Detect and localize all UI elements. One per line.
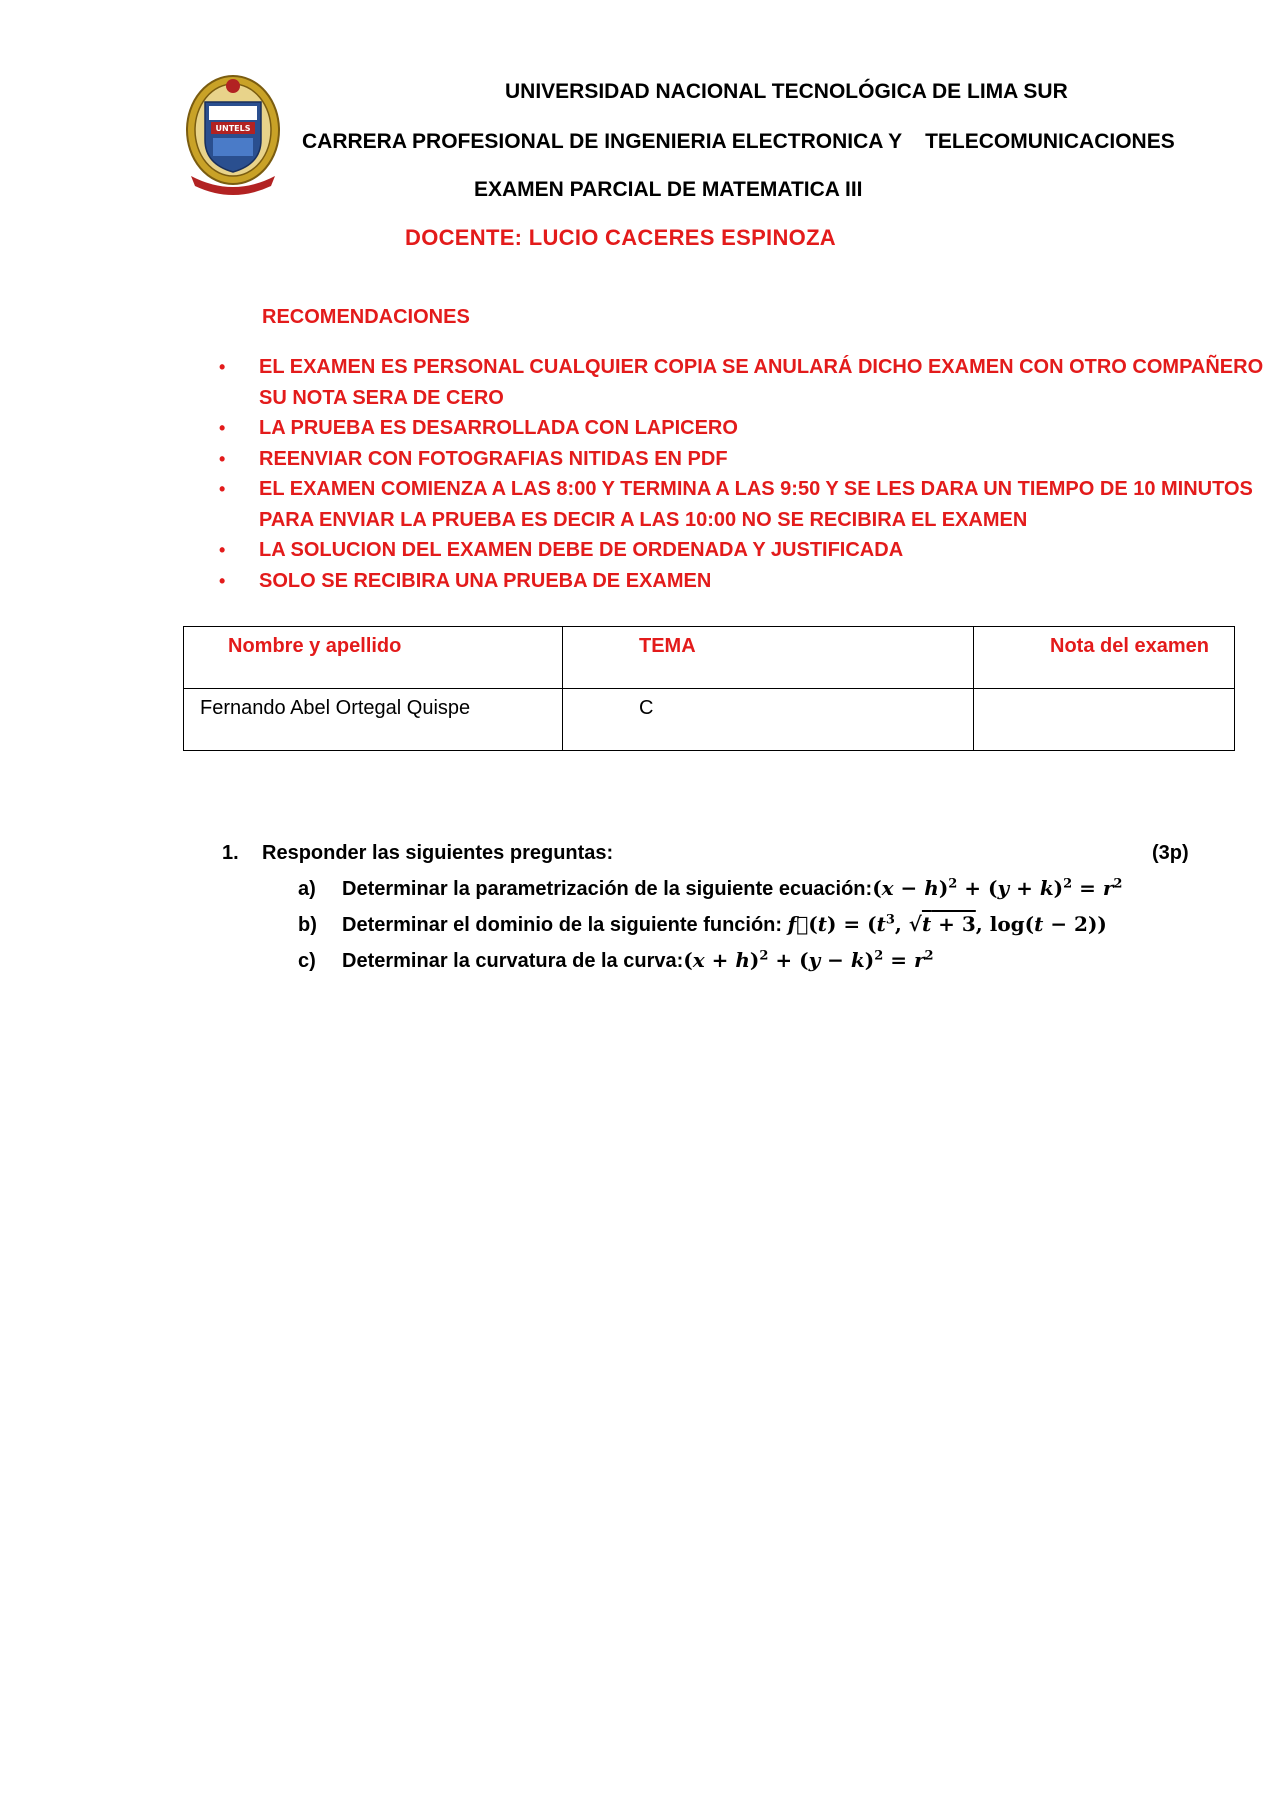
list-item: • SOLO SE RECIBIRA UNA PRUEBA DE EXAMEN <box>215 566 1265 597</box>
list-item: • EL EXAMEN COMIENZA A LAS 8:00 Y TERMINA A LAS 9:50 Y SE LES DARA UN TIEMPO DE 10 MINUTOS PARA ENVIAR LA PRUEBA ES DECIR A LAS 10:00 NO SE RECIBIRA EL EXAMEN <box>215 474 1265 535</box>
list-item: • EL EXAMEN ES PERSONAL CUALQUIER COPIA SE ANULARÁ DICHO EXAMEN CON OTRO COMPAÑERO SU NOTA SERA DE CERO <box>215 352 1265 413</box>
equation-b: f⃗(t) = ($t^3$, √t + 3, log(t − 2)) <box>787 912 1107 936</box>
question-part-a <box>298 876 1122 901</box>
university-title: UNIVERSIDAD NACIONAL TECNOLÓGICA DE LIMA SUR <box>505 80 1068 103</box>
table-header-row <box>184 627 1235 689</box>
bullet-icon: • <box>219 479 226 499</box>
header-tema: TEMA <box>563 627 974 689</box>
equation-c: $(x + h)^2 + (y - k)^2 = r^2$ <box>683 948 934 972</box>
recommendations-list <box>215 352 1265 596</box>
grade-value <box>974 689 1235 751</box>
question-1 <box>222 842 613 865</box>
tema-value: C <box>563 689 974 751</box>
svg-text:UNTELS: UNTELS <box>215 124 251 133</box>
part-text: Determinar el dominio de la siguiente función: <box>342 914 788 936</box>
bullet-icon: • <box>219 570 226 591</box>
question-number: 1. <box>222 842 239 864</box>
bullet-icon: • <box>219 418 226 438</box>
question-text: Responder las siguientes preguntas: <box>262 842 614 864</box>
student-name: Fernando Abel Ortegal Quispe <box>184 689 563 751</box>
list-item: • LA SOLUCION DEL EXAMEN DEBE DE ORDENADA Y JUSTIFICADA <box>215 535 1265 566</box>
part-letter: b) <box>298 914 317 936</box>
list-item: • LA PRUEBA ES DESARROLLADA CON LAPICERO <box>215 413 1265 444</box>
equation-a: $(x - h)^2 + (y + k)^2 = r^2$ <box>872 876 1123 900</box>
bullet-icon: • <box>219 357 226 377</box>
header-name: Nombre y apellido <box>184 627 563 689</box>
part-text: Determinar la curvatura de la curva: <box>342 950 684 972</box>
list-item: • REENVIAR CON FOTOGRAFIAS NITIDAS EN PDF <box>215 444 1265 475</box>
student-info-table <box>183 626 1235 751</box>
part-letter: c) <box>298 950 316 972</box>
question-points: (3p) <box>1152 842 1189 864</box>
table-row <box>184 689 1235 751</box>
header-grade: Nota del examen <box>974 627 1235 689</box>
career-title: CARRERA PROFESIONAL DE INGENIERIA ELECTRONICA Y TELECOMUNICACIONES <box>302 130 1175 153</box>
part-text: Determinar la parametrización de la siguiente ecuación: <box>342 878 873 900</box>
question-part-b <box>298 912 1107 937</box>
part-letter: a) <box>298 878 316 900</box>
bullet-icon: • <box>219 540 226 560</box>
exam-title: EXAMEN PARCIAL DE MATEMATICA III <box>474 178 863 201</box>
question-part-c <box>298 948 934 973</box>
teacher-name: DOCENTE: LUCIO CACERES ESPINOZA <box>405 225 836 250</box>
recommendations-title: RECOMENDACIONES <box>262 306 470 328</box>
bullet-icon: • <box>219 448 226 469</box>
university-seal-logo <box>183 72 283 198</box>
